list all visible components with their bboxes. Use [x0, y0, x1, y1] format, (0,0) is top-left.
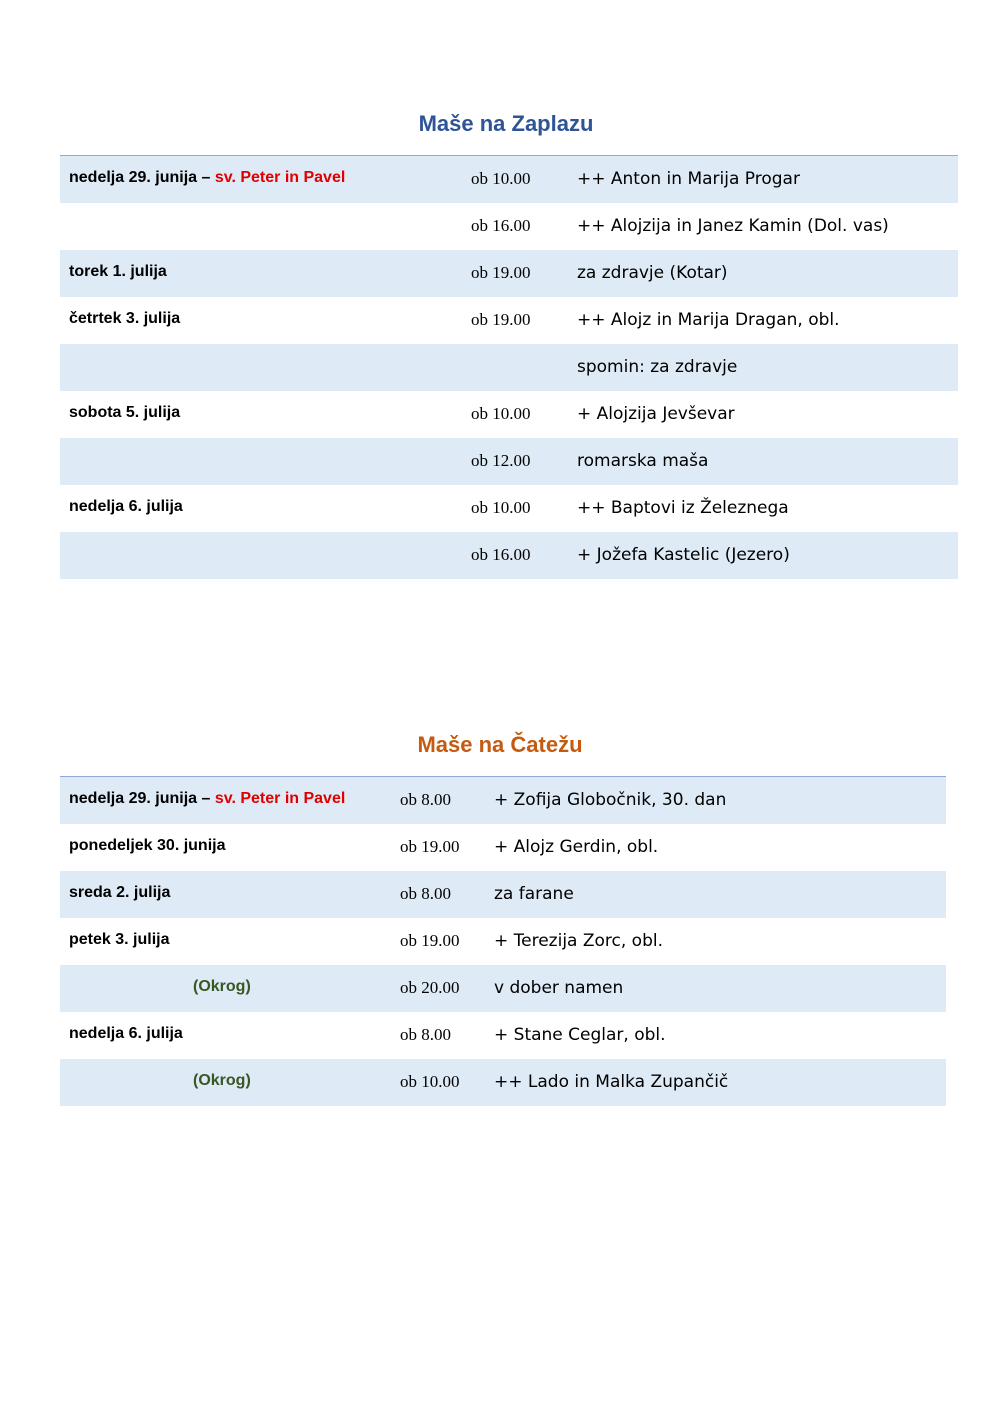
mass-intention: + Terezija Zorc, obl. [494, 931, 664, 951]
mass-intention: ++ Lado in Malka Zupančič [494, 1072, 729, 1092]
mass-intention: ++ Anton in Marija Progar [577, 169, 800, 189]
mass-time: ob 19.00 [471, 310, 531, 329]
mass-intention: ++ Alojz in Marija Dragan, obl. [577, 310, 840, 330]
mass-time: ob 16.00 [471, 545, 531, 564]
catez-section [60, 729, 946, 1106]
table-row [60, 344, 958, 391]
table-row [60, 871, 946, 918]
table-row [60, 1059, 946, 1106]
day-label: petek 3. julija [69, 931, 170, 948]
day-label: nedelja 29. junija – sv. Peter in Pavel [69, 169, 346, 186]
mass-time: ob 8.00 [400, 884, 451, 903]
mass-time: ob 8.00 [400, 790, 451, 809]
feast-label: sv. Peter in Pavel [214, 169, 346, 186]
mass-time: ob 8.00 [400, 1025, 451, 1044]
day-label: sreda 2. julija [69, 884, 171, 901]
day-label: ponedeljek 30. junija [69, 837, 226, 854]
mass-intention: + Zofija Globočnik, 30. dan [494, 790, 727, 810]
table-row [60, 438, 958, 485]
day-label: nedelja 6. julija [69, 1025, 183, 1042]
catez-title: Maše na Čatežu [417, 732, 583, 757]
table-row [60, 965, 946, 1012]
mass-intention: v dober namen [494, 978, 624, 998]
table-row [60, 777, 946, 824]
zaplaz-title: Maše na Zaplazu [418, 111, 594, 136]
location-label: (Okrog) [193, 1072, 251, 1089]
mass-time: ob 10.00 [471, 404, 531, 423]
table-row [60, 203, 958, 250]
mass-intention: za farane [494, 884, 574, 904]
mass-time: ob 19.00 [400, 837, 460, 856]
mass-time: ob 16.00 [471, 216, 531, 235]
table-row [60, 297, 958, 344]
day-label: torek 1. julija [69, 263, 167, 280]
mass-intention: + Alojzija Jevševar [577, 404, 735, 424]
table-row [60, 485, 958, 532]
table-row [60, 824, 946, 871]
mass-intention: za zdravje (Kotar) [577, 263, 728, 283]
mass-time: ob 10.00 [400, 1072, 460, 1091]
mass-time: ob 10.00 [471, 498, 531, 517]
table-row [60, 391, 958, 438]
zaplaz-table [60, 155, 958, 579]
mass-time: ob 19.00 [400, 931, 460, 950]
day-label: nedelja 6. julija [69, 498, 183, 515]
table-row [60, 156, 958, 203]
day-label: sobota 5. julija [69, 404, 181, 421]
mass-intention: + Alojz Gerdin, obl. [494, 837, 659, 857]
location-label: (Okrog) [193, 978, 251, 995]
mass-intention: romarska maša [577, 451, 709, 471]
mass-intention: + Stane Ceglar, obl. [494, 1025, 666, 1045]
table-row [60, 918, 946, 965]
mass-intention: + Jožefa Kastelic (Jezero) [577, 545, 790, 565]
zaplaz-section [60, 108, 958, 579]
table-row [60, 1012, 946, 1059]
day-label: četrtek 3. julija [69, 310, 181, 327]
mass-time: ob 20.00 [400, 978, 460, 997]
table-row [60, 532, 958, 579]
mass-time: ob 19.00 [471, 263, 531, 282]
mass-time: ob 10.00 [471, 169, 531, 188]
table-row [60, 250, 958, 297]
mass-intention: ++ Baptovi iz Železnega [577, 498, 789, 518]
mass-intention: spomin: za zdravje [577, 357, 738, 377]
mass-intention: ++ Alojzija in Janez Kamin (Dol. vas) [577, 216, 889, 236]
day-label: nedelja 29. junija – sv. Peter in Pavel [69, 790, 346, 807]
catez-table [60, 776, 946, 1106]
mass-time: ob 12.00 [471, 451, 531, 470]
feast-label: sv. Peter in Pavel [214, 790, 346, 807]
